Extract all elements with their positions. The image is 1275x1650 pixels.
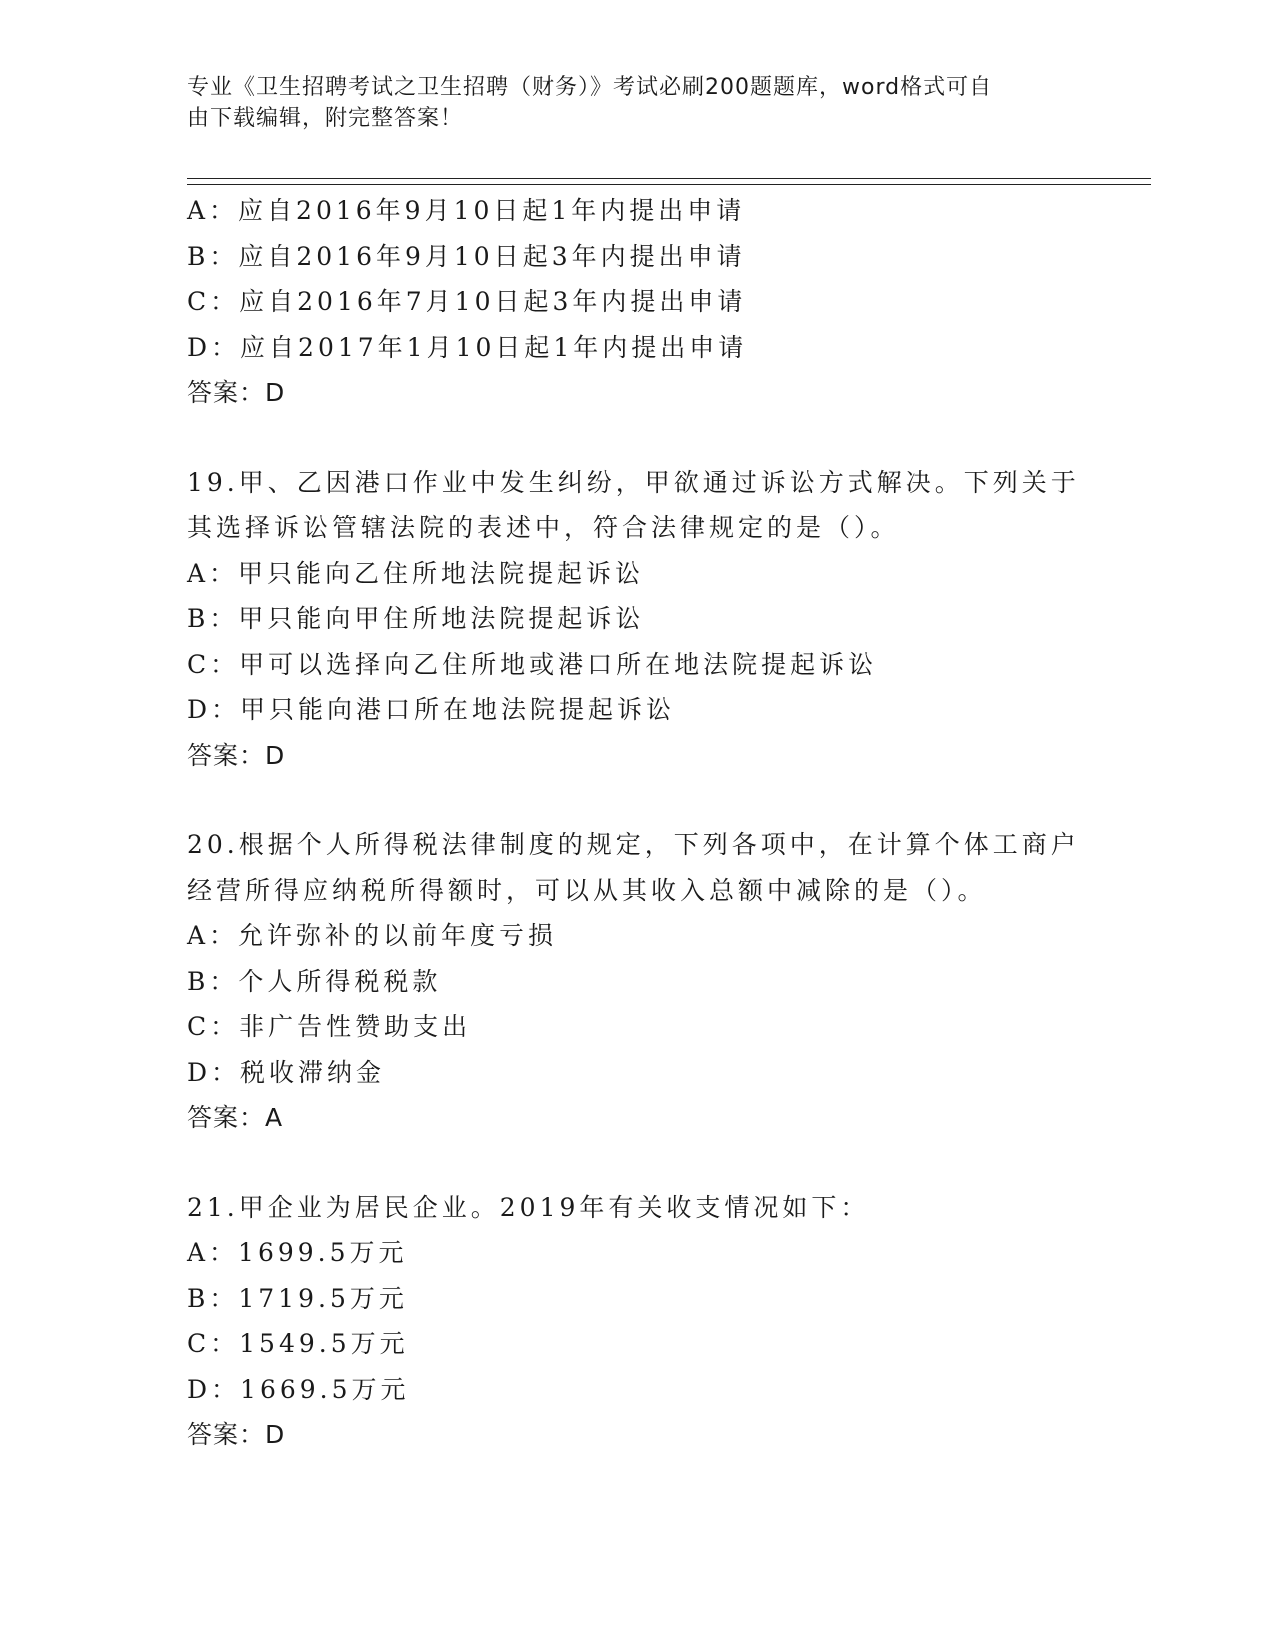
option-b: B：应自2016年9月10日起3年内提出申请 bbox=[187, 241, 746, 271]
answer-line: 答案：D bbox=[187, 1420, 286, 1449]
option-b: B：1719.5万元 bbox=[187, 1283, 408, 1313]
header-divider bbox=[187, 178, 1151, 185]
header-line-2: 由下载编辑，附完整答案！ bbox=[187, 106, 464, 131]
answer-line: 答案：D bbox=[187, 378, 286, 407]
answer-line: 答案：A bbox=[187, 1103, 284, 1132]
option-d: D：税收滞纳金 bbox=[187, 1057, 386, 1087]
option-a: A：甲只能向乙住所地法院提起诉讼 bbox=[187, 558, 645, 588]
question-stem-line: 21.甲企业为居民企业。2019年有关收支情况如下： bbox=[187, 1192, 870, 1222]
option-c: C：非广告性赞助支出 bbox=[187, 1012, 472, 1041]
question-spacer bbox=[187, 416, 1087, 460]
option-d: D：1669.5万元 bbox=[187, 1374, 410, 1404]
option-d: D：应自2017年1月10日起1年内提出申请 bbox=[187, 332, 748, 362]
option-c: C：甲可以选择向乙住所地或港口所在地法院提起诉讼 bbox=[187, 649, 878, 679]
question-block-19 bbox=[187, 460, 1087, 779]
question-list bbox=[187, 188, 1087, 1458]
option-c: C：1549.5万元 bbox=[187, 1329, 409, 1358]
option-b: B：甲只能向甲住所地法院提起诉讼 bbox=[187, 604, 645, 633]
question-block-20 bbox=[187, 822, 1087, 1141]
document-header bbox=[187, 72, 1067, 134]
option-d: D：甲只能向港口所在地法院提起诉讼 bbox=[187, 695, 676, 724]
option-a: A：应自2016年9月10日起1年内提出申请 bbox=[187, 196, 746, 225]
question-stem-line: 19.甲、乙因港口作业中发生纠纷，甲欲通过诉讼方式解决。下列关于 bbox=[187, 467, 1080, 497]
option-a: A：允许弥补的以前年度亏损 bbox=[187, 921, 558, 950]
question-block-21 bbox=[187, 1185, 1087, 1458]
question-spacer bbox=[187, 778, 1087, 822]
option-b: B：个人所得税税款 bbox=[187, 966, 442, 996]
header-line-1: 专业《卫生招聘考试之卫生招聘（财务）》考试必刷200题题库，word格式可自 bbox=[187, 75, 993, 100]
question-spacer bbox=[187, 1141, 1087, 1185]
option-c: C：应自2016年7月10日起3年内提出申请 bbox=[187, 287, 747, 316]
question-stem-line: 20.根据个人所得税法律制度的规定，下列各项中，在计算个体工商户 bbox=[187, 830, 1080, 859]
question-stem-line: 其选择诉讼管辖法院的表述中，符合法律规定的是（）。 bbox=[187, 513, 900, 542]
question-block-18 bbox=[187, 188, 1087, 416]
answer-line: 答案：D bbox=[187, 740, 286, 770]
question-stem-line: 经营所得应纳税所得额时，可以从其收入总额中减除的是（）。 bbox=[187, 875, 987, 905]
option-a: A：1699.5万元 bbox=[187, 1238, 408, 1267]
